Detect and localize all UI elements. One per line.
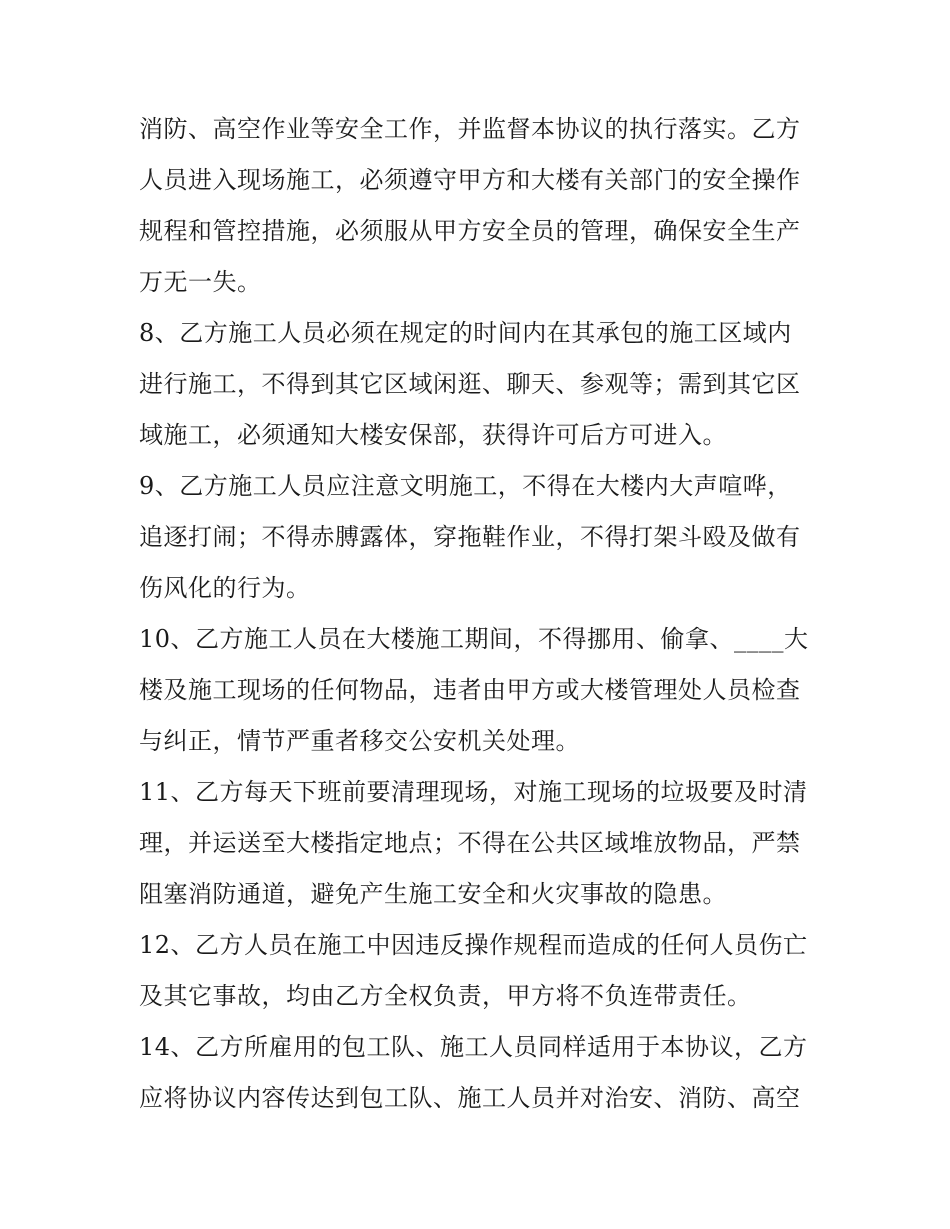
text-line: 及其它事故，均由乙方全权负责，甲方将不负连带责任。 xyxy=(139,982,752,1010)
text-line: 楼及施工现场的任何物品，违者由甲方或大楼管理处人员检查 xyxy=(139,676,801,704)
clause-12-line: 12、乙方人员在施工中因违反操作规程而造成的任何人员伤亡 xyxy=(139,931,808,959)
text-line: 追逐打闹；不得赤膊露体，穿拖鞋作业，不得打架斗殴及做有 xyxy=(139,523,801,551)
text-line: 理，并运送至大楼指定地点；不得在公共区域堆放物品，严禁 xyxy=(139,829,801,857)
clause-10-line: 10、乙方施工人员在大楼施工期间，不得挪用、偷拿、____大 xyxy=(139,625,809,653)
text-line: 伤风化的行为。 xyxy=(139,574,311,602)
text-line: 规程和管控措施，必须服从甲方安全员的管理，确保安全生产 xyxy=(139,217,801,245)
text-line: 阻塞消防通道，避免产生施工安全和火灾事故的隐患。 xyxy=(139,880,727,908)
text-line: 应将协议内容传达到包工队、施工人员并对治安、消防、高空 xyxy=(139,1084,801,1112)
clause-14-line: 14、乙方所雇用的包工队、施工人员同样适用于本协议，乙方 xyxy=(139,1033,808,1061)
clause-9-line: 9、乙方施工人员应注意文明施工，不得在大楼内大声喧哗， xyxy=(139,472,792,500)
text-line: 万无一失。 xyxy=(139,268,262,296)
document-body xyxy=(139,104,829,1124)
clause-11-line: 11、乙方每天下班前要清理现场，对施工现场的垃圾要及时清 xyxy=(139,778,808,806)
clause-8-line: 8、乙方施工人员必须在规定的时间内在其承包的施工区域内 xyxy=(139,319,792,347)
text-line: 与纠正，情节严重者移交公安机关处理。 xyxy=(139,727,580,755)
text-line: 人员进入现场施工，必须遵守甲方和大楼有关部门的安全操作 xyxy=(139,166,801,194)
text-line: 域施工，必须通知大楼安保部，获得许可后方可进入。 xyxy=(139,421,727,449)
text-line: 消防、高空作业等安全工作，并监督本协议的执行落实。乙方 xyxy=(139,115,801,143)
text-line: 进行施工，不得到其它区域闲逛、聊天、参观等；需到其它区 xyxy=(139,370,801,398)
